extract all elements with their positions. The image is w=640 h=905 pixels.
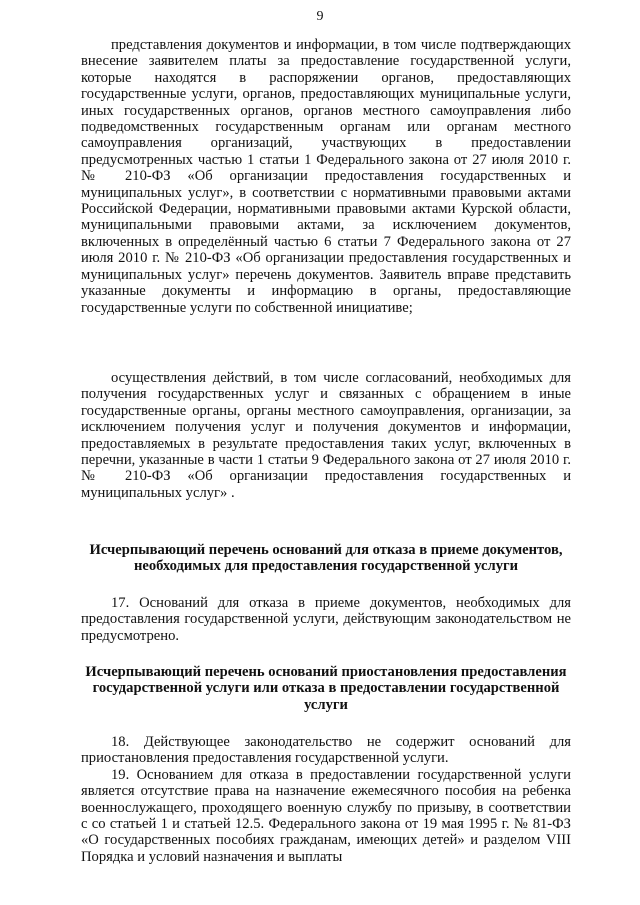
section-heading-1: Исчерпывающий перечень оснований для отказа в приеме документов, необходимых для предоставления государственной услуги [89,542,563,575]
section-heading-1-wrapper [81,542,571,575]
section-heading-2: Исчерпывающий перечень оснований приостановления предоставления государственной услуги или отказа в предоставлении государственной услуги [85,664,567,713]
paragraph-block-2 [81,370,571,501]
paragraph-1: представления документов и информации, в том числе подтверждающих внесение заявителем платы за предоставление государственной услуги, которые находятся в распоряжении органов, предоставляющих государственные услуги, органов, предоставляющих муниципальные услуги, иных государственных органов, органов местного самоуправления либо подведомственных государственным органам или органам местного самоуправления организаций, участвующих в предоставлении предусмотренных частью 1 статьи 1 Федерального закона от 27 июля 2010 г. № 210-ФЗ «Об организации предоставления государственных и муниципальных услуг», в соответствии с нормативными правовыми актами Российской Федерации, нормативными правовыми актами Курской области, муниципальными правовыми актами, за исключением документов, включенных в определённый частью 6 статьи 7 Федерального закона от 27 июля 2010 г. № 210-ФЗ «Об организации предоставления государственных и муниципальных услуг» перечень документов. Заявитель вправе представить указанные документы и информацию в органы, предоставляющие государственные услуги по собственной инициативе; [81,37,571,316]
paragraph-2: осуществления действий, в том числе согласований, необходимых для получения государственных услуг и связанных с обращением в иные государственные органы, органы местного самоуправления, организации, за исключением получения услуг и получения документов и информации, предоставляемых в результате предоставления таких услуг, включенных в перечни, указанные в части 1 статьи 9 Федерального закона от 27 июля 2010 г. № 210-ФЗ «Об организации предоставления государственных и муниципальных услуг» . [81,370,571,501]
paragraph-continuation [81,37,571,316]
paragraph-block-4 [81,734,571,865]
paragraph-18: 18. Действующее законодательство не содержит оснований для приостановления предоставления государственной услуги. [81,734,571,767]
section-heading-2-wrapper [81,664,571,713]
paragraph-17: 17. Оснований для отказа в приеме документов, необходимых для предоставления государственной услуги, действующим законодательством не предусмотрено. [81,595,571,644]
paragraph-block-3 [81,595,571,644]
paragraph-19: 19. Основанием для отказа в предоставлении государственной услуги является отсутствие права на назначение ежемесячного пособия на ребенка военнослужащего, проходящего военную службу по призыву, в соответствии с со статьей 1 и статьей 12.5. Федерального закона от 19 мая 1995 г. № 81-ФЗ «О государственных пособиях гражданам, имеющих детей» и разделом VIII Порядка и условий назначения и выплаты [81,766,571,865]
page-number: 9 [316,9,324,24]
